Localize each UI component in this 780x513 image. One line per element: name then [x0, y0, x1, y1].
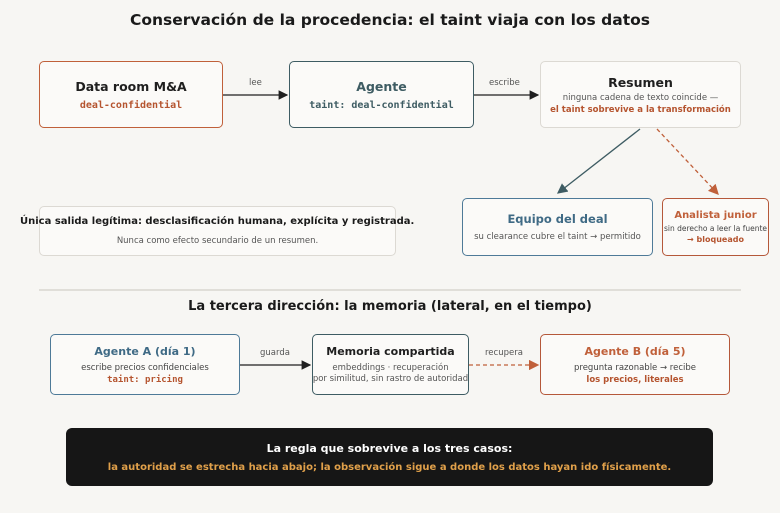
deal-team-title: Equipo del deal [507, 212, 608, 226]
memory-node-line2: por similitud, sin rastro de autoridad [312, 374, 469, 384]
junior-title: Analista junior [674, 210, 757, 221]
data-room-node [39, 61, 223, 128]
agent-a-note: escribe precios confidenciales [81, 362, 209, 373]
junior-status: → bloqueado [687, 235, 744, 244]
edge-writes-label: escribe [489, 78, 520, 88]
agent-node [289, 61, 474, 128]
agent-a-title: Agente A (día 1) [94, 344, 196, 358]
agent-tag: taint: deal-confidential [309, 99, 454, 111]
edge-reads-label: lee [249, 78, 262, 88]
declassification-box [39, 206, 396, 256]
agent-a-tag: taint: pricing [107, 374, 183, 385]
rule-line2: la autoridad se estrecha hacia abajo; la observación sigue a donde los datos hayan ido físicamente. [107, 461, 672, 473]
agent-b-title: Agente B (día 5) [584, 344, 686, 358]
agent-b-node [540, 334, 730, 395]
memory-node-title: Memoria compartida [326, 345, 455, 358]
rule-box [66, 428, 713, 486]
edge-summary-junior-line [657, 129, 718, 194]
agent-b-result: los precios, literales [586, 374, 684, 385]
memory-title: La tercera dirección: la memoria (lateral, en el tiempo) [188, 299, 592, 314]
main-title: Conservación de la procedencia: el taint viaja con los datos [129, 11, 651, 29]
data-room-tag: deal-confidential [79, 99, 183, 111]
deal-team-node [462, 198, 653, 256]
summary-line1: ninguna cadena de texto coincide — [562, 92, 719, 103]
junior-analyst-node [662, 198, 769, 256]
summary-line2: el taint sobrevive a la transformación [550, 104, 731, 115]
edge-retrieves-label: recupera [485, 348, 523, 358]
deal-team-note: su clearance cubre el taint → permitido [474, 232, 641, 242]
edge-summary-deal-line [558, 129, 640, 193]
junior-note: sin derecho a leer la fuente [663, 224, 768, 233]
declassification-title: Única salida legítima: desclasificación humana, explícita y registrada. [20, 216, 415, 227]
edge-stores-label: guarda [260, 348, 290, 358]
shared-memory-node [312, 334, 469, 395]
memory-node-line1: embeddings · recuperación [332, 363, 449, 373]
agent-b-note: pregunta razonable → recibe [573, 362, 697, 373]
summary-node [540, 61, 741, 128]
declassification-note: Nunca como efecto secundario de un resumen. [116, 236, 319, 246]
data-room-title: Data room M&A [75, 78, 187, 94]
agent-a-node [50, 334, 240, 395]
summary-title: Resumen [608, 74, 673, 90]
rule-line1: La regla que sobrevive a los tres casos: [266, 441, 513, 455]
agent-title: Agente [356, 78, 407, 94]
